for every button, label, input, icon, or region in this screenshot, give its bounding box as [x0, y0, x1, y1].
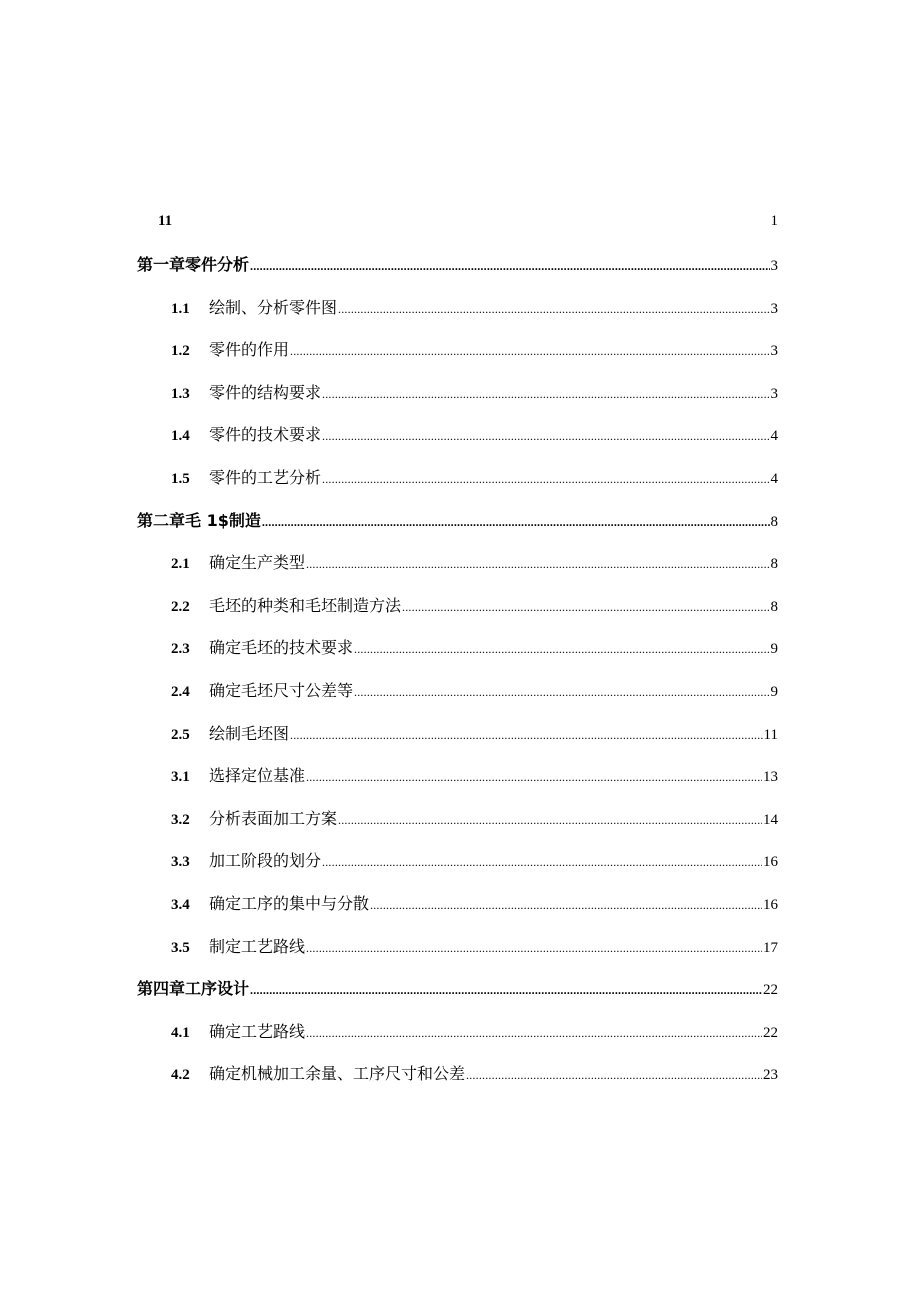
toc-section-entry — [171, 1019, 778, 1042]
toc-entry-number: 3.1 — [171, 769, 190, 786]
toc-section-entry — [171, 550, 778, 573]
toc-entry-number: 1.2 — [171, 343, 190, 360]
toc-section-entry — [171, 721, 778, 744]
toc-section-entry — [171, 465, 778, 488]
toc-section-entry — [171, 380, 778, 403]
toc-first-line — [158, 213, 778, 230]
toc-entry-page: 8 — [770, 598, 778, 615]
toc-entry-number: 1.1 — [171, 300, 190, 317]
toc-dot-leader — [322, 855, 762, 870]
toc-entry-page: 3 — [770, 258, 778, 274]
toc-entry-number: 2.3 — [171, 641, 190, 658]
toc-section-entry — [171, 678, 778, 701]
toc-entry-title: 确定机械加工余量、工序尺寸和公差 — [209, 1064, 466, 1084]
toc-dot-leader — [354, 685, 769, 700]
toc-entry-page: 3 — [770, 300, 778, 317]
toc-dot-leader — [322, 387, 769, 402]
toc-section-entry — [171, 295, 778, 318]
toc-dot-leader — [322, 472, 769, 487]
toc-entry-page: 8 — [770, 513, 778, 530]
toc-first-line-label: 11 — [158, 213, 173, 229]
toc-section-entry — [171, 635, 778, 658]
toc-entry-number: 2.2 — [171, 598, 190, 615]
toc-section-entry — [171, 848, 778, 871]
toc-dot-leader — [466, 1068, 762, 1083]
toc-entry-page: 16 — [763, 897, 778, 913]
toc-entry-title: 零件的技术要求 — [209, 425, 322, 445]
toc-entry-number: 2.1 — [171, 556, 190, 573]
toc-dot-leader — [250, 259, 769, 274]
toc-entry-title: 第一章零件分析 — [137, 255, 250, 274]
toc-entry-page: 9 — [770, 684, 778, 700]
toc-entry-page: 4 — [770, 471, 778, 487]
toc-entry-page: 14 — [763, 811, 778, 828]
toc-entry-page: 11 — [763, 726, 778, 743]
toc-chapter-entry — [137, 508, 778, 531]
toc-dot-leader — [370, 898, 762, 913]
toc-first-line-page: 1 — [770, 213, 778, 229]
toc-section-entry — [171, 806, 778, 829]
toc-entry-page: 8 — [770, 556, 778, 573]
toc-entry-title: 绘制、分析零件图 — [209, 297, 338, 317]
toc-section-entry — [171, 337, 778, 360]
toc-entry-title: 确定工艺路线 — [209, 1021, 306, 1041]
toc-entry-number: 3.4 — [171, 897, 190, 913]
toc-chapter-entry — [137, 252, 778, 275]
toc-entry-title: 加工阶段的划分 — [209, 851, 322, 871]
toc-entry-title: 零件的工艺分析 — [209, 468, 322, 487]
toc-entry-title: 制定工艺路线 — [209, 936, 306, 956]
toc-dot-leader — [306, 941, 762, 956]
toc-entry-page: 22 — [763, 1024, 778, 1041]
toc-dot-leader — [322, 429, 769, 444]
toc-entry-title: 零件的作用 — [209, 340, 290, 360]
toc-entry-page: 23 — [763, 1067, 778, 1084]
toc-entry-page: 3 — [770, 343, 778, 360]
toc-dot-leader — [306, 557, 769, 572]
toc-section-entry — [171, 422, 778, 445]
toc-entry-number: 4.1 — [171, 1024, 190, 1041]
toc-entry-title: 确定毛坯的技术要求 — [209, 638, 354, 658]
toc-entry-page: 9 — [770, 641, 778, 658]
toc-section-entry — [171, 891, 778, 914]
toc-dot-leader — [402, 600, 769, 615]
toc-entry-title: 确定工序的集中与分散 — [209, 894, 370, 913]
toc-entry-page: 16 — [763, 854, 778, 871]
toc-dot-leader — [354, 642, 769, 657]
toc-entry-number: 2.5 — [171, 726, 190, 743]
toc-entry-number: 4.2 — [171, 1067, 190, 1084]
toc-entry-number: 3.2 — [171, 811, 190, 828]
toc-entry-page: 22 — [763, 982, 778, 999]
toc-entry-number: 1.5 — [171, 471, 190, 487]
toc-dot-leader — [306, 770, 762, 785]
toc-entry-page: 3 — [770, 385, 778, 402]
toc-dot-leader — [306, 1026, 762, 1041]
toc-section-entry — [171, 1061, 778, 1084]
toc-section-entry — [171, 593, 778, 616]
toc-entry-page: 17 — [763, 939, 778, 956]
toc-entry-title: 确定生产类型 — [209, 553, 306, 573]
toc-entry-title: 分析表面加工方案 — [209, 808, 338, 828]
toc-chapter-entry — [137, 976, 778, 999]
toc-entry-number: 1.4 — [171, 428, 190, 445]
toc-entry-title: 确定毛坯尺寸公差等 — [209, 681, 354, 700]
toc-entry-number: 3.5 — [171, 939, 190, 956]
toc-entry-title: 零件的结构要求 — [209, 382, 322, 402]
toc-entry-title: 绘制毛坯图 — [209, 723, 290, 743]
toc-entry-title: 第四章工序设计 — [137, 979, 250, 999]
toc-entry-page: 13 — [763, 769, 778, 786]
toc-section-entry — [171, 934, 778, 957]
toc-section-entry — [171, 763, 778, 786]
toc-entry-number: 1.3 — [171, 385, 190, 402]
toc-dot-leader — [338, 813, 762, 828]
toc-dot-leader — [338, 302, 769, 317]
toc-dot-leader — [290, 728, 763, 743]
toc-entry-number: 3.3 — [171, 854, 190, 871]
toc-entry-title: 选择定位基准 — [209, 766, 306, 786]
toc-entry-page: 4 — [770, 428, 778, 445]
toc-dot-leader — [290, 344, 769, 359]
toc-entry-title: 毛坯的种类和毛坯制造方法 — [209, 595, 402, 615]
toc-dot-leader — [262, 515, 770, 530]
toc-entry-title: 第二章毛 1$制造 — [137, 510, 261, 530]
toc-entry-number: 2.4 — [171, 684, 190, 700]
toc-dot-leader — [250, 983, 762, 998]
